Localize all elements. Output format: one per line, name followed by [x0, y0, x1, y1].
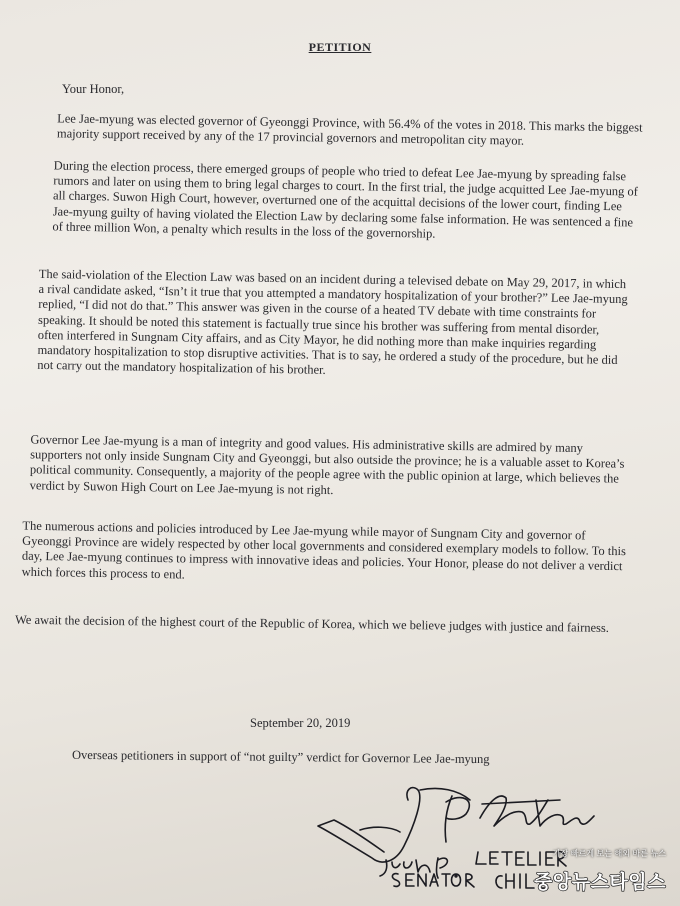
paragraph-character: Governor Lee Jae-myung is a man of integrity and good values. His administrative skills are admired by many supporters not only inside Sungnam City and Gyeonggi, but also outside the province; he is a valuable asset to Korea’s political community. Consequently, a majority of the people agree with the public opinion at large, which believes the verdict by Suwon High Court on Lee Jae-myung is not right. [29, 432, 625, 497]
paragraph-election-result: Lee Jae-myung was elected governor of Gyeonggi Province, with 56.4% of the votes in 2018. This marks the biggest majority support received by any of the 17 provincial governors and metropolitan city mayor. [56, 111, 643, 148]
news-watermark [486, 848, 666, 894]
petitioners-line: Overseas petitioners in support of “not guilty” verdict for Governor Lee Jae-myung [71, 747, 490, 767]
paragraph-debate-incident: The said-violation of the Election Law was based on an incident during a televised debate on May 29, 2017, in which a rival candidate asked, “Isn’t it true that you attempted a mandatory hospitalization of your brother?” Lee Jae-myung replied, “I did not do that.” This answer was given in the course of a heated TV debate with time constraints for speaking. It should be noted this statement is factually true since his brother was suffering from mental disorder, often interfered in Sungnam City affairs, and as City Mayor, he did nothing more than make inquiries regarding mandatory hospitalization to stop disruptive activities. That is to say, he ordered a study of the procedure, but he did not carry out the mandatory hospitalization of his brother. [37, 266, 628, 378]
paragraph-closing: We await the decision of the highest court of the Republic of Korea, which we believe judges with justice and fairness. [14, 612, 610, 635]
watermark-brand: 중앙뉴스타임스 [534, 871, 666, 893]
paragraph-trial-history: During the election process, there emerged groups of people who tried to defeat Lee Jae-myung by spreading false rumors and later on using them to bring legal charges to court. In the first trial, the judge acquitted Lee Jae-myung of all charges. Suwon High Court, however, overturned one of the acquittal decisions of the lower court, finding Lee Jae-myung guilty of having violated the Election Law by declaring some false information. He was sentenced a fine of three million Won, a penalty which results in the loss of the governorship. [52, 158, 639, 241]
paragraph-policies: The numerous actions and policies introduced by Lee Jae-myung while mayor of Sungnam City and governor of Gyeonggi Province are widely respected by other local governments and considered exemplary models to follow. To this day, Lee Jae-myung continues to impress with innovative ideas and policies. Your Honor, please do not deliver a verdict which forces this process to end. [21, 518, 627, 582]
salutation: Your Honor, [62, 82, 125, 96]
watermark-tagline: 가장 빠르게 보는 해외 바른 뉴스 [552, 849, 666, 858]
document-date: September 20, 2019 [250, 716, 351, 730]
document-title: PETITION [308, 40, 372, 54]
